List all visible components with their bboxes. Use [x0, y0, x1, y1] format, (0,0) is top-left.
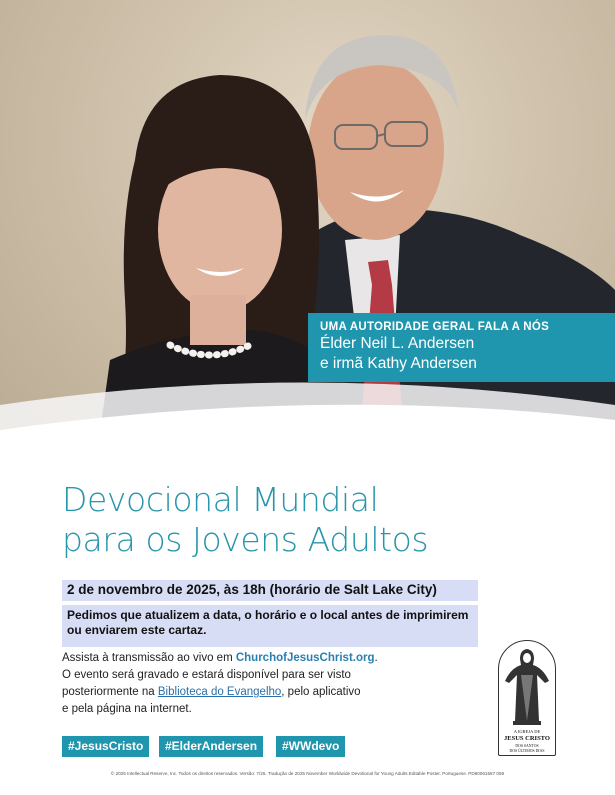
- update-note-bar: Pedimos que atualizem a data, o horário e o local antes de imprimirem ou enviarem este cartaz.: [62, 605, 478, 647]
- caption-kicker: UMA AUTORIDADE GERAL FALA A NÓS: [320, 321, 550, 333]
- gospel-library-link[interactable]: Biblioteca do Evangelho: [157, 686, 282, 698]
- body-line3: [62, 684, 442, 701]
- hashtag-wwdevo: #WWdevo: [276, 736, 345, 757]
- speaker-name-line2: e irmã Kathy Andersen: [320, 355, 477, 372]
- logo-line2: JESUS CRISTO: [504, 735, 550, 742]
- copyright-footer: © 2025 Intellectual Reserve, Inc. Todos os direitos reservados. Versão: 7/25. Tradução de 2025 November Worldwide Devotional for Young Adults Editable Poster. Portuguese. PD80061587 059: [110, 771, 505, 776]
- logo-line4: DOS ÚLTIMOS DIAS: [509, 749, 545, 753]
- logo-line3: DOS SANTOS: [515, 744, 539, 748]
- speaker-name-line1: Élder Neil L. Andersen: [320, 335, 475, 352]
- logo-line1: A IGREJA DE: [513, 729, 541, 734]
- speaker-caption: [308, 313, 615, 382]
- body-line1: [62, 650, 442, 667]
- title-line1: Devocional Mundial: [62, 480, 379, 519]
- body-line1-text: Assista à transmissão ao vivo em: [62, 652, 236, 664]
- church-website-link[interactable]: ChurchofJesusChrist.org: [235, 652, 375, 664]
- body-line1-end: .: [374, 652, 378, 664]
- body-line3-end: , pelo aplicativo: [281, 686, 361, 698]
- poster-title: [62, 480, 582, 560]
- hashtag-jesuscristo: #JesusCristo: [62, 736, 149, 757]
- body-line3-text: posteriormente na: [62, 686, 158, 698]
- body-line2: O evento será gravado e estará disponível para ser visto: [62, 669, 351, 681]
- hashtag-elderandersen: #ElderAndersen: [159, 736, 263, 757]
- title-line2: para os Jovens Adultos: [62, 520, 429, 559]
- church-logo: [498, 640, 556, 756]
- event-date-bar: 2 de novembro de 2025, às 18h (horário de Salt Lake City): [62, 580, 478, 601]
- body-line4: e pela página na internet.: [62, 703, 192, 715]
- broadcast-info: [62, 650, 442, 718]
